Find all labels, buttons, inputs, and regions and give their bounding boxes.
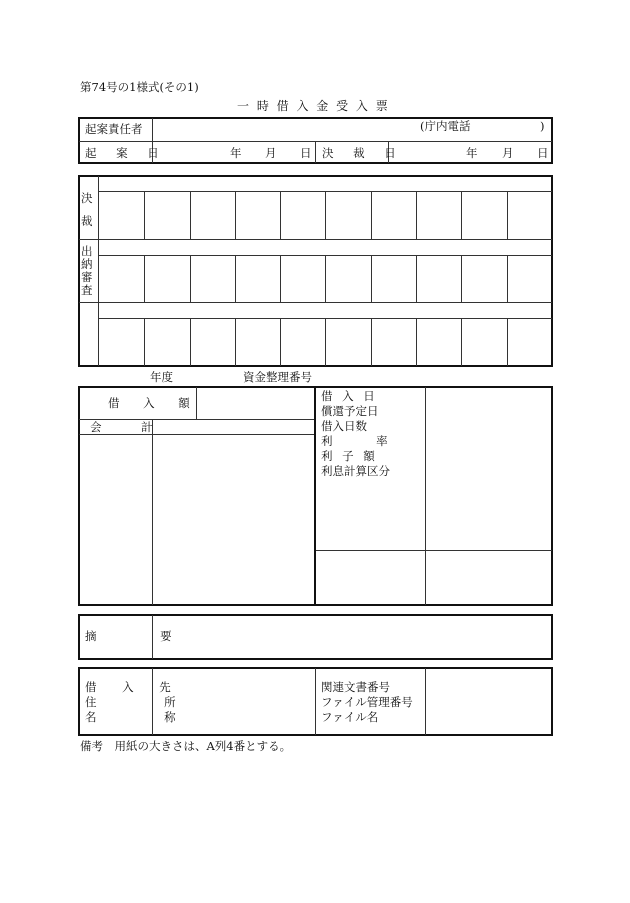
stamp-cell-divider: [416, 191, 417, 239]
stamp-cell-divider: [325, 255, 326, 302]
kessai-nen: 年: [466, 146, 478, 160]
detail-kariire-bi: 借 入 日: [321, 389, 378, 403]
kaikei-label: 会 計: [90, 420, 171, 434]
paren-close: ): [540, 119, 545, 133]
stamp-cell-divider: [416, 255, 417, 302]
loan-hline: [79, 434, 314, 435]
stamp-cell-divider: [144, 318, 145, 366]
shikin-seiri-bango-label: 資金整理番号: [243, 370, 312, 384]
approval-grid: [78, 175, 553, 367]
stamp-cell-divider: [416, 318, 417, 366]
stamp-cell-divider: [190, 255, 191, 302]
suito-char-3: 審: [81, 270, 93, 284]
tekiyo-label: 摘 要: [85, 629, 202, 643]
kanren-bunsho-bango-label: 関連文書番号: [321, 680, 390, 694]
stamp-cell-divider: [280, 255, 281, 302]
kariire-gaku-label: 借 入 額: [108, 396, 200, 410]
stamp-cell-divider: [280, 318, 281, 366]
kian-sekininsha-label: 起案責任者: [85, 122, 143, 136]
stamp-cell-divider: [325, 191, 326, 239]
loan-right-divider: [425, 387, 426, 605]
detail-risoku-keisan-kubun: 利息計算区分: [321, 464, 390, 478]
kessai-hi: 日: [537, 146, 549, 160]
stamp-cell-divider: [371, 191, 372, 239]
kessai-bi-label: 決 裁 日: [322, 146, 404, 160]
detail-riritsu: 利 率: [321, 434, 408, 448]
stamp-cell-divider: [325, 318, 326, 366]
detail-rishi-gaku: 利 子 額: [321, 449, 378, 463]
stamp-cell-divider: [144, 191, 145, 239]
stamp-cell-divider: [507, 318, 508, 366]
kian-nen: 年: [230, 146, 242, 160]
stamp-cell-divider: [190, 318, 191, 366]
kaikei-divider: [152, 419, 153, 605]
stamp-cell-divider: [235, 255, 236, 302]
header-col-divider-2: [315, 141, 316, 163]
kessai-char-2: 裁: [81, 214, 93, 228]
kian-bi-label: 起 案 日: [85, 146, 167, 160]
stamp-cell-divider: [461, 255, 462, 302]
kessai-tsuki: 月: [502, 146, 514, 160]
kian-tsuki: 月: [265, 146, 277, 160]
stamp-cell-divider: [507, 191, 508, 239]
form-title: 一 時 借 入 金 受 入 票: [237, 99, 390, 113]
approval-label-col: [98, 176, 99, 366]
kessai-char-1: 決: [81, 191, 93, 205]
suito-char-2: 納: [81, 257, 93, 271]
nendo-label: 年度: [150, 370, 173, 384]
jusho-label: 住 所: [85, 695, 208, 709]
stamp-cell-divider: [190, 191, 191, 239]
stamp-cell-divider: [280, 191, 281, 239]
detail-kariire-nissu: 借入日数: [321, 419, 367, 433]
stamp-cell-divider: [144, 255, 145, 302]
file-kanri-bango-label: ファイル管理番号: [321, 695, 413, 709]
kian-hi: 日: [300, 146, 312, 160]
loan-center-divider: [314, 387, 316, 605]
meisho-label: 名 称: [85, 710, 208, 724]
stamp-cell-divider: [461, 318, 462, 366]
form-number: 第74号の1様式(その1): [80, 80, 199, 94]
stamp-cell-divider: [235, 191, 236, 239]
stamp-cell-divider: [371, 318, 372, 366]
suito-char-4: 査: [81, 283, 93, 297]
stamp-cell-divider: [461, 191, 462, 239]
biko-note: 備考 用紙の大きさは、A列4番とする。: [80, 739, 292, 753]
approval-hline: [79, 239, 552, 240]
chonai-denwa-label: (庁内電話: [420, 119, 471, 133]
stamp-cell-divider: [371, 255, 372, 302]
file-mei-label: ファイル名: [321, 710, 379, 724]
stamp-cell-divider: [507, 255, 508, 302]
detail-shokan-yotei-bi: 償還予定日: [321, 404, 379, 418]
suito-char-1: 出: [81, 244, 93, 258]
lender-divider-3: [425, 668, 426, 735]
lender-divider-2: [315, 668, 316, 735]
stamp-cell-divider: [235, 318, 236, 366]
approval-hline: [79, 302, 552, 303]
loan-right-hline: [316, 550, 552, 551]
kariire-saki-label: 借 入 先: [85, 680, 182, 694]
